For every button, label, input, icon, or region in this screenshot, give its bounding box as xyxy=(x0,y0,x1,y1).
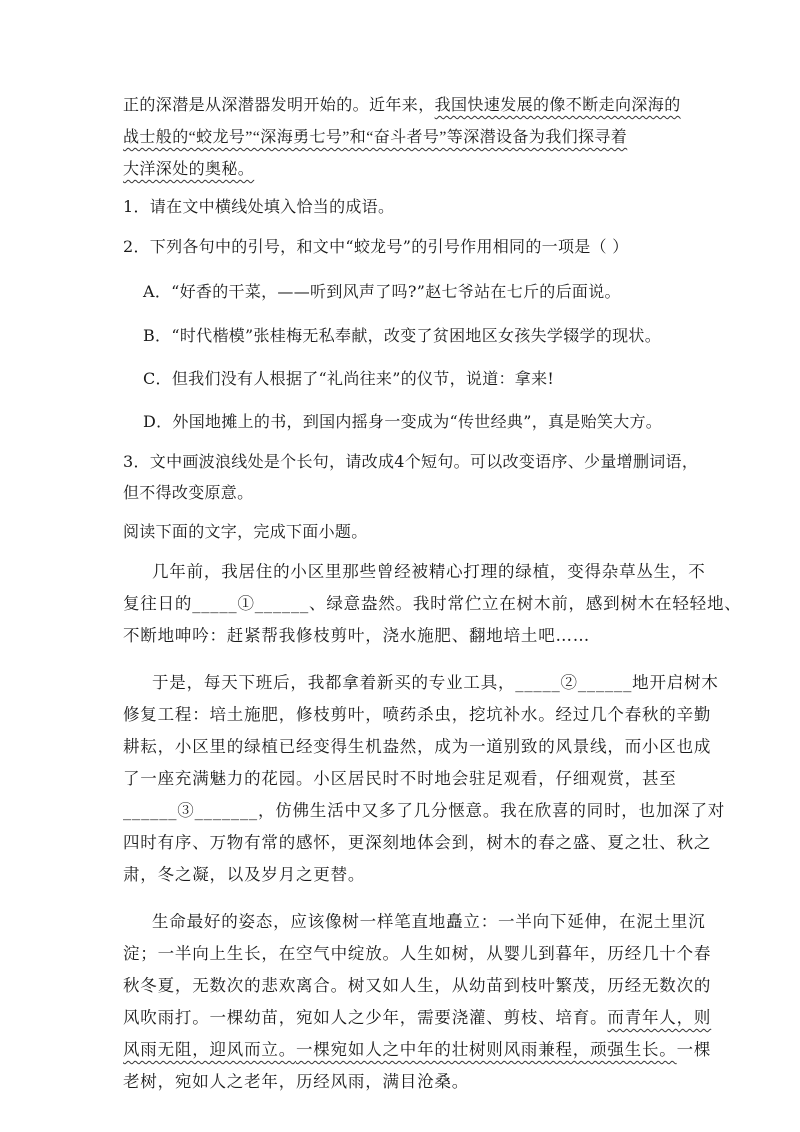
passage-p1-line-3: 不断地呻吟：赶紧帮我修枝剪叶，浇水施肥、翻地培土吧…… xyxy=(123,626,591,645)
intro-wavy-text: 我国快速发展的像不断走向深海的 xyxy=(434,97,681,114)
passage-p2-line-5: ______③_______，仿佛生活中又多了几分惬意。我在欣喜的同时，也加深了对 xyxy=(123,801,726,820)
passage-p3-line-5 xyxy=(123,1039,711,1061)
passage-p3-line-2: 淀；一半向上生长，在空气中绽放。人生如树，从婴儿到暮年，历经几十个春 xyxy=(123,944,712,963)
intro-line-1 xyxy=(123,95,681,117)
question-1: 1．请在文中横线处填入恰当的成语。 xyxy=(123,197,395,216)
passage-p2-line-1: 于是，每天下班后，我都拿着新买的专业工具，_____②______地开启树木 xyxy=(152,673,719,692)
option-a: A．“好香的干菜，——听到风声了吗?”赵七爷站在七斤的后面说。 xyxy=(143,282,621,301)
question-3-line-1: 3．文中画波浪线处是个长句，请改成4个短句。可以改变语序、少量增删词语， xyxy=(123,452,699,471)
passage-p1-line-1: 几年前，我居住的小区里那些曾经被精心打理的绿植，变得杂草丛生，不 xyxy=(152,562,706,581)
question-2: 2．下列各句中的引号，和文中“蛟龙号”的引号作用相同的一项是（ ） xyxy=(123,237,629,256)
passage-p1-line-2: 复往日的_____①______、绿意盎然。我时常伫立在树木前，感到树木在轻轻地、 xyxy=(123,594,742,613)
passage-p2-line-3: 耕耘，小区里的绿植已经变得生机盎然，成为一道别致的风景线，而小区也成 xyxy=(123,737,712,756)
intro-line-1-plain: 正的深潜是从深潜器发明开始的。近年来， xyxy=(123,97,435,114)
passage-p2-line-7: 肃，冬之凝，以及岁月之更替。 xyxy=(123,865,366,884)
passage-p3-line-6: 老树，宛如人之老年，历经风雨，满目沧桑。 xyxy=(123,1072,469,1091)
passage-p3-line-4 xyxy=(123,1007,711,1029)
passage-p3-line-4-plain: 风吹雨打。一棵幼苗，宛如人之少年，需要浇灌、剪枝、培育。 xyxy=(123,1008,608,1027)
passage-p3-line-1: 生命最好的姿态，应该像树一样笔直地矗立：一半向下延伸，在泥土里沉 xyxy=(152,912,706,931)
option-d: D．外国地摊上的书，到国内摇身一变成为“传世经典”，真是贻笑大方。 xyxy=(143,412,663,431)
passage-p2-line-6: 四时有序、万物有常的感怀，更深刻地体会到，树木的春之盛、夏之壮、秋之 xyxy=(123,833,712,852)
passage-wavy-text-3: 一棵宛如人之中年的壮树则风雨兼程，顽强生长。 xyxy=(296,1040,677,1059)
option-b: B．“时代楷模”张桂梅无私奉献，改变了贫困地区女孩失学辍学的现状。 xyxy=(143,326,662,345)
intro-line-2: 战士般的“蛟龙号”“深海勇七号”和“奋斗者号”等深潜设备为我们探寻着 xyxy=(123,129,628,146)
question-3-line-2: 但不得改变原意。 xyxy=(123,483,254,502)
passage-p3-line-5-plain: 一棵 xyxy=(676,1040,712,1059)
passage-p2-line-2: 修复工程：培土施肥，修枝剪叶，喷药杀虫，挖坑补水。经过几个春秋的辛勤 xyxy=(123,705,712,724)
passage-p2-line-4: 了一座充满魅力的花园。小区居民时不时地会驻足观看，仔细观赏，甚至 xyxy=(123,769,677,788)
intro-line-3: 大洋深处的奥秘。 xyxy=(123,161,255,178)
reading-instruction: 阅读下面的文字，完成下面小题。 xyxy=(123,522,368,541)
passage-p3-line-3: 秋冬夏，无数次的悲欢离合。树又如人生，从幼苗到枝叶繁茂，历经无数次的 xyxy=(123,976,712,995)
option-c: C．但我们没有人根据了“礼尚往来”的仪节，说道：拿来! xyxy=(143,369,555,388)
passage-wavy-text-1: 而青年人，则 xyxy=(607,1008,712,1027)
passage-wavy-text-2: 风雨无阻，迎风而立。 xyxy=(123,1040,296,1059)
